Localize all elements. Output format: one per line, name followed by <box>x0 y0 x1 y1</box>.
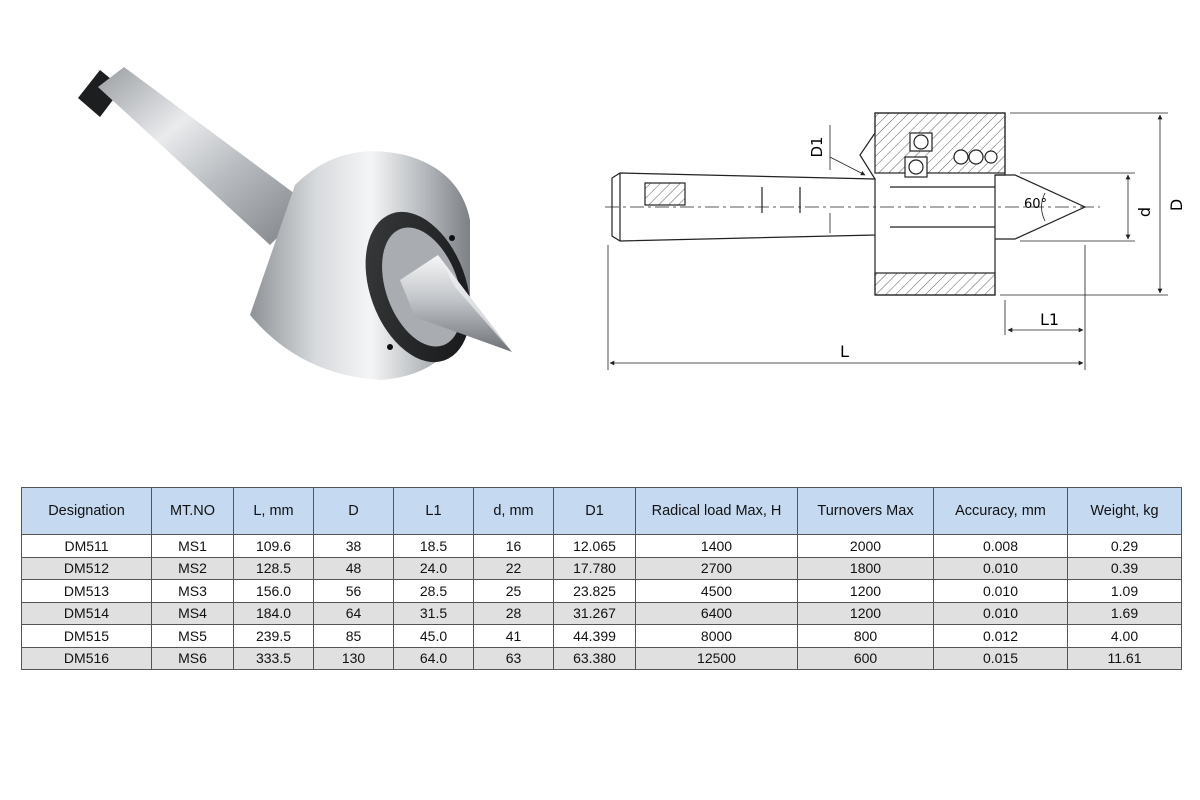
table-cell: 12.065 <box>554 535 636 558</box>
table-cell: 63.380 <box>554 647 636 670</box>
table-cell: 0.008 <box>934 535 1068 558</box>
table-cell: 0.015 <box>934 647 1068 670</box>
table-cell: 85 <box>314 625 394 648</box>
table-cell: 4.00 <box>1068 625 1182 648</box>
table-cell: 1200 <box>798 602 934 625</box>
table-cell: 0.010 <box>934 602 1068 625</box>
column-header: L1 <box>394 488 474 535</box>
table-cell: 41 <box>474 625 554 648</box>
table-cell: 45.0 <box>394 625 474 648</box>
table-cell: 109.6 <box>234 535 314 558</box>
dimension-label-D: D <box>1167 198 1186 212</box>
table-cell: 22 <box>474 557 554 580</box>
dimension-label-D1: D1 <box>808 136 826 158</box>
table-cell: 28.5 <box>394 580 474 603</box>
column-header: Radical load Max, H <box>636 488 798 535</box>
table-cell: 239.5 <box>234 625 314 648</box>
table-cell: 63 <box>474 647 554 670</box>
table-cell: DM516 <box>22 647 152 670</box>
table-cell: 1800 <box>798 557 934 580</box>
table-cell: 8000 <box>636 625 798 648</box>
column-header: Weight, kg <box>1068 488 1182 535</box>
table-cell: 2700 <box>636 557 798 580</box>
table-cell: 56 <box>314 580 394 603</box>
dimension-label-d: d <box>1135 206 1154 218</box>
table-cell: 12500 <box>636 647 798 670</box>
table-cell: 128.5 <box>234 557 314 580</box>
table-cell: 184.0 <box>234 602 314 625</box>
dimension-label-angle: 60° <box>1024 197 1048 212</box>
table-cell: 23.825 <box>554 580 636 603</box>
table-cell: 64 <box>314 602 394 625</box>
column-header: D1 <box>554 488 636 535</box>
table-cell: DM512 <box>22 557 152 580</box>
table-cell: DM511 <box>22 535 152 558</box>
table-row <box>22 647 1182 670</box>
table-cell: 1400 <box>636 535 798 558</box>
table-cell: 0.012 <box>934 625 1068 648</box>
table-cell: 333.5 <box>234 647 314 670</box>
table-cell: 0.29 <box>1068 535 1182 558</box>
table-cell: 17.780 <box>554 557 636 580</box>
table-cell: 600 <box>798 647 934 670</box>
specification-table <box>21 487 1182 670</box>
table-row <box>22 625 1182 648</box>
table-cell: MS1 <box>152 535 234 558</box>
table-row <box>22 580 1182 603</box>
column-header: Designation <box>22 488 152 535</box>
table-cell: 31.5 <box>394 602 474 625</box>
live-center-photo <box>60 55 520 400</box>
table-header-row <box>22 488 1182 535</box>
table-cell: 1200 <box>798 580 934 603</box>
table-cell: 31.267 <box>554 602 636 625</box>
table-cell: MS2 <box>152 557 234 580</box>
table-row <box>22 602 1182 625</box>
table-cell: 4500 <box>636 580 798 603</box>
dimension-label-L1: L1 <box>1040 310 1060 329</box>
table-cell: 48 <box>314 557 394 580</box>
table-cell: 2000 <box>798 535 934 558</box>
table-cell: 0.39 <box>1068 557 1182 580</box>
column-header: Accuracy, mm <box>934 488 1068 535</box>
table-cell: 6400 <box>636 602 798 625</box>
column-header: L, mm <box>234 488 314 535</box>
table-row <box>22 557 1182 580</box>
table-cell: 130 <box>314 647 394 670</box>
table-cell: MS4 <box>152 602 234 625</box>
column-header: d, mm <box>474 488 554 535</box>
column-header: MT.NO <box>152 488 234 535</box>
column-header: D <box>314 488 394 535</box>
table-cell: 28 <box>474 602 554 625</box>
table-cell: DM514 <box>22 602 152 625</box>
table-cell: MS5 <box>152 625 234 648</box>
technical-drawing <box>590 95 1190 385</box>
table-cell: DM515 <box>22 625 152 648</box>
table-cell: 44.399 <box>554 625 636 648</box>
table-cell: MS3 <box>152 580 234 603</box>
table-cell: DM513 <box>22 580 152 603</box>
table-cell: 1.09 <box>1068 580 1182 603</box>
table-row <box>22 535 1182 558</box>
column-header: Turnovers Max <box>798 488 934 535</box>
table-cell: 64.0 <box>394 647 474 670</box>
table-cell: 38 <box>314 535 394 558</box>
table-cell: 0.010 <box>934 580 1068 603</box>
dimension-label-L: L <box>840 342 849 361</box>
table-cell: 11.61 <box>1068 647 1182 670</box>
table-cell: 1.69 <box>1068 602 1182 625</box>
table-cell: 24.0 <box>394 557 474 580</box>
table-cell: MS6 <box>152 647 234 670</box>
table-cell: 16 <box>474 535 554 558</box>
table-cell: 25 <box>474 580 554 603</box>
table-cell: 800 <box>798 625 934 648</box>
table-cell: 0.010 <box>934 557 1068 580</box>
table-cell: 18.5 <box>394 535 474 558</box>
table-cell: 156.0 <box>234 580 314 603</box>
